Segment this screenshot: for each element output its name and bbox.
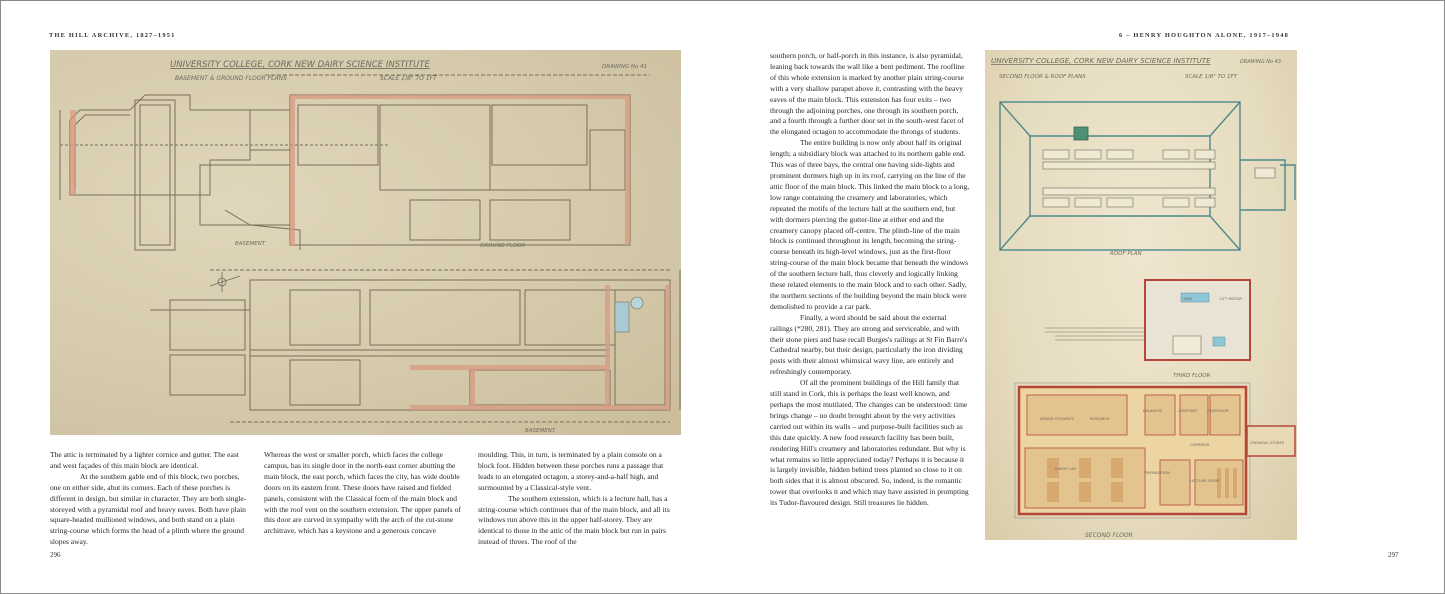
label-basement: BASEMENT	[235, 241, 266, 247]
label-tank: TANK	[1183, 297, 1193, 301]
paragraph: moulding. This, in turn, is terminated by a plain console on a block foot. Hidden between these porches runs a passage that leads to an elongated octagon, a storey-and-a-half high, and surmounted by a Classical-style vent.	[478, 450, 664, 492]
paragraph: Of all the prominent buildings of the Hill family that still stand in Cork, this is perhaps the least well known, and perhaps the most mutilated. The changes can be understood: time brings change – no doubt brought about by the very activities carried out within its walls – and purpose-built facilities such as this date quickly. A new food research facility has been built, rendering Hill's creamery and laboratories redundant. But why is what remains so little appreciated today? Perhaps it is because it is largely invisible, hidden behind trees planted so close to it on both sides that it is almost obscured. So, indeed, is the romantic tower that overlooks it and which may have assisted in prompting its Tudor-flavoured design. Still treasures lie hidden.	[770, 378, 969, 508]
paragraph: Finally, a word should be said about the external railings (*280, 281). They are strong and serviceable, and with their stone piers and base recall Burges's railings at St Fin Barre's Cathedral nearby, but their design, particularly the iron dividing posts with their almost whimsical wavy line, are entirely and refreshingly contemporary.	[770, 312, 968, 377]
paragraph: southern porch, or half-porch in this instance, is also pyramidal, leaning back towards the wall like a bent pediment. The roofline of this whole extension is marked by another plain string-course with a very shallow parapet above it, contrasting with the heavy eaves of the main block. This extension has four exits – two through the adjoining porches, one through its southern porch, and a fourth through a further door set in the south-west facet of the elongated octagon to accommodate the throngs of students.	[770, 51, 965, 137]
label-corridor: CORRIDOR	[1190, 443, 1210, 447]
plate-subtitle: BASEMENT & GROUND FLOOR PLANS	[175, 75, 287, 82]
label-lift-motor: LIFT MOTOR	[1220, 297, 1242, 301]
label-roof-plan: ROOF PLAN	[1110, 251, 1142, 257]
running-head-right: 6 – HENRY HOUGHTON ALONE, 1917–1948	[1119, 32, 1289, 39]
plate-drawing-number: DRAWING No 43	[1240, 59, 1282, 65]
label-second-floor: SECOND FLOOR	[1085, 532, 1133, 539]
plate-subtitle: SECOND FLOOR & ROOF PLANS	[999, 74, 1086, 80]
plate-title: UNIVERSITY COLLEGE, CORK NEW DAIRY SCIENCE INSTITUTE	[991, 56, 1211, 65]
text-column-1	[50, 450, 250, 548]
label-research: RESEARCH	[1090, 417, 1110, 421]
label-third-floor: THIRD FLOOR	[1173, 373, 1211, 379]
floor-plan-drawing	[50, 50, 681, 435]
plate-scale: SCALE 1/8" TO 1FT	[1185, 74, 1237, 80]
label-assistant: ASSISTANT	[1178, 409, 1198, 413]
architectural-drawing-second-floor-roof	[985, 50, 1297, 540]
text-column-right	[770, 51, 970, 509]
plate-title: UNIVERSITY COLLEGE, CORK NEW DAIRY SCIENCE INSTITUTE	[170, 60, 430, 70]
label-lecture-room: LECTURE ROOM	[1190, 479, 1219, 483]
label-professor: PROFESSOR	[1207, 409, 1229, 413]
label-preparation: PREPARATION	[1145, 471, 1170, 475]
label-senior-students: SENIOR STUDENTS	[1040, 417, 1075, 421]
paragraph: The southern extension, which is a lecture hall, has a string-course which continues that of the main block, and all its windows run above this in the upper half-storey. They are identical to those in the attic of the main block but run in pairs instead of threes. The roof of the	[478, 493, 670, 547]
paragraph: Whereas the west or smaller porch, which faces the college campus, has its single door in the north-east corner abutting the main block, the east porch, which faces the city, has wide double doors on its eastern front. These doors have raised and fielded panels, consistent with the Classical form of the main block and with the roof vent on the southern extension. The upper panels of this door are curved in sympathy with the arch of the cut-stone architrave, which has a keystone and a generous concave	[264, 450, 461, 536]
label-basement-lower: BASEMENT	[525, 428, 556, 434]
paragraph: The attic is terminated by a lighter cornice and gutter. The east and west façades of this main block are identical.	[50, 450, 239, 470]
label-ground-floor: GROUND FLOOR	[480, 243, 526, 249]
paragraph: At the southern gable end of this block, two porches, one on either side, abut its corners. Each of these porches is different in design, but similar in character. They are both single-storeyed with a pyramidal roof and heavy eaves. Both have plain square-headed mullioned windows, and both stand on a plain string-course which forms the head of a plinth where the ground slopes away.	[50, 471, 247, 547]
label-junior-lab: JUNIOR LAB	[1055, 467, 1076, 471]
architectural-drawing-basement-ground-floor	[50, 50, 681, 435]
plate-drawing-number: DRAWING No 41	[602, 64, 648, 70]
page-number-left: 296	[50, 551, 61, 559]
label-chemical-stores: CHEMICAL STORES	[1250, 441, 1285, 445]
page-number-right: 297	[1388, 551, 1399, 559]
text-column-2	[264, 450, 464, 537]
running-head-left: THE HILL ARCHIVE, 1827–1951	[49, 32, 176, 39]
text-column-3	[478, 450, 680, 548]
plate-scale: SCALE 1/8" TO 1FT	[380, 75, 437, 82]
floor-plan-drawing	[985, 50, 1297, 540]
paragraph: The entire building is now only about half its original length; a subsidiary block was attached to its northern gable end. This was of three bays, the central one having side-lights and prominent dormers high up in its roof, carrying on the line of the attic floor of the main block. This linked the main block to a long, low range containing the creamery and laboratories, which repeated the motifs of the lecture hall at the southern end, but with dormers piercing the gutter-line at either end and the creamery canopy placed off-centre. The plinth-line of the main block is continued throughout its length, becoming the string-course beneath its high-level windows, just as the first-floor string-course of the main block became that beneath the windows of the southern lecture hall, thus cleverly and logically linking these related elements to the main block and to each other. Sadly, the northern sections of the building beyond the main block were demolished to provide a car park.	[770, 138, 970, 311]
label-balances: BALANCES	[1143, 409, 1163, 413]
